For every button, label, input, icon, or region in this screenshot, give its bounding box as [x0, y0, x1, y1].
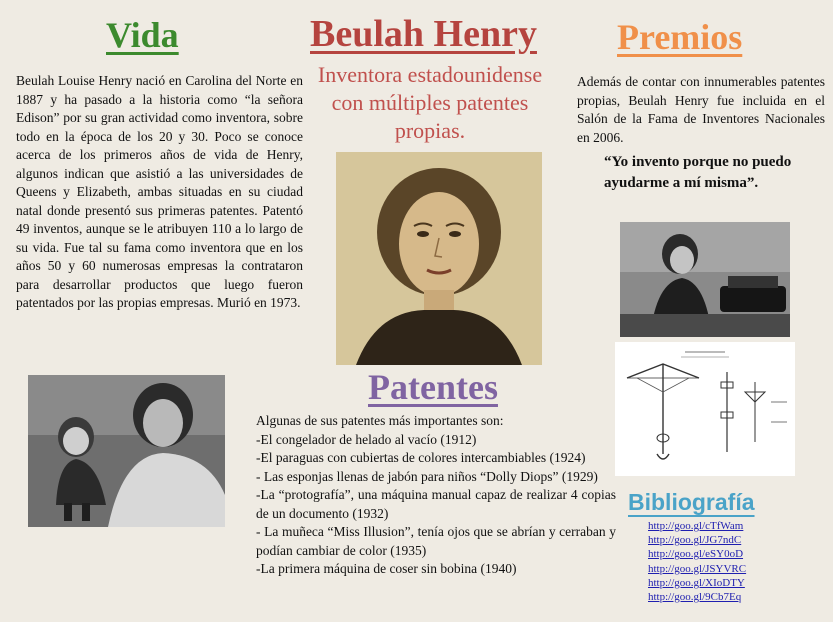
patent-item: -La primera máquina de coser sin bobina (1940): [256, 561, 517, 576]
patent-item: -El paraguas con cubiertas de colores intercambiables (1924): [256, 450, 586, 465]
typewriter-photo: [620, 222, 790, 337]
patent-item: - Las esponjas llenas de jabón para niños “Dolly Diops” (1929): [256, 468, 598, 484]
patentes-heading: Patentes: [368, 367, 498, 407]
bibliografia-link[interactable]: http://goo.gl/JG7ndC: [648, 534, 742, 547]
patent-item: -La “protografía”, una máquina manual capaz de realizar 4 copias de un documento (1932): [256, 487, 616, 521]
premios-paragraph: Además de contar con innumerables patentes propias, Beulah Henry fue incluida en el Salón de la Fama de Inventores Nacionales en 2006.: [577, 74, 825, 145]
premios-heading: Premios: [617, 17, 743, 57]
page-subtitle: Inventora estadounidense con múltiples patentes propias.: [317, 62, 543, 143]
bibliografia-link[interactable]: http://goo.gl/JSYVRC: [648, 562, 747, 575]
patent-drawing: [615, 342, 795, 476]
bibliografia-link[interactable]: http://goo.gl/cTfWam: [648, 520, 744, 532]
doll-photo: [28, 375, 225, 527]
page-title: Beulah Henry: [310, 13, 537, 55]
bibliografia-link[interactable]: http://goo.gl/eSY0oD: [648, 548, 744, 561]
patent-item: -El congelador de helado al vacío (1912): [256, 431, 477, 447]
vida-heading: Vida: [106, 15, 179, 55]
patentes-list: [256, 412, 616, 579]
portrait-photo: [336, 152, 542, 365]
bibliografia-link[interactable]: http://goo.gl/9Cb7Eq: [648, 591, 742, 604]
vida-paragraph: Beulah Louise Henry nació en Carolina del Norte en 1887 y ha pasado a la historia como “la señora Edison” por su gran actividad como inventora, sobre todo en la época de los 20 y 30. Poco se conoce acerca de los primeros años de vida de Henry, algunos indican que asistió a las universidades de Queens y Elizabeth, ambas situadas en su ciudad natal donde presentó sus primeras patentes. Patentó 49 inventos, aunque se le atribuyen 110 a lo largo de su vida. Fue tal su fama como inventora que en los años 50 y 60 numerosas empresas la contrataron para desarrollar productos que luego fueron patentados por las propias empresas. Murió en 1973.: [16, 73, 303, 310]
bibliografia-links: [648, 519, 746, 604]
bibliografia-link[interactable]: http://goo.gl/XIoDTY: [648, 576, 745, 589]
quote-text: “Yo invento porque no puedo ayudarme a mí misma”.: [604, 154, 792, 191]
bibliografia-heading: Bibliografía: [628, 489, 755, 515]
patentes-intro: Algunas de sus patentes más importantes son:: [256, 413, 504, 428]
patent-item: - La muñeca “Miss Illusion”, tenía ojos que se abrían y cerraban y podían cambiar de color (1935): [256, 524, 616, 558]
